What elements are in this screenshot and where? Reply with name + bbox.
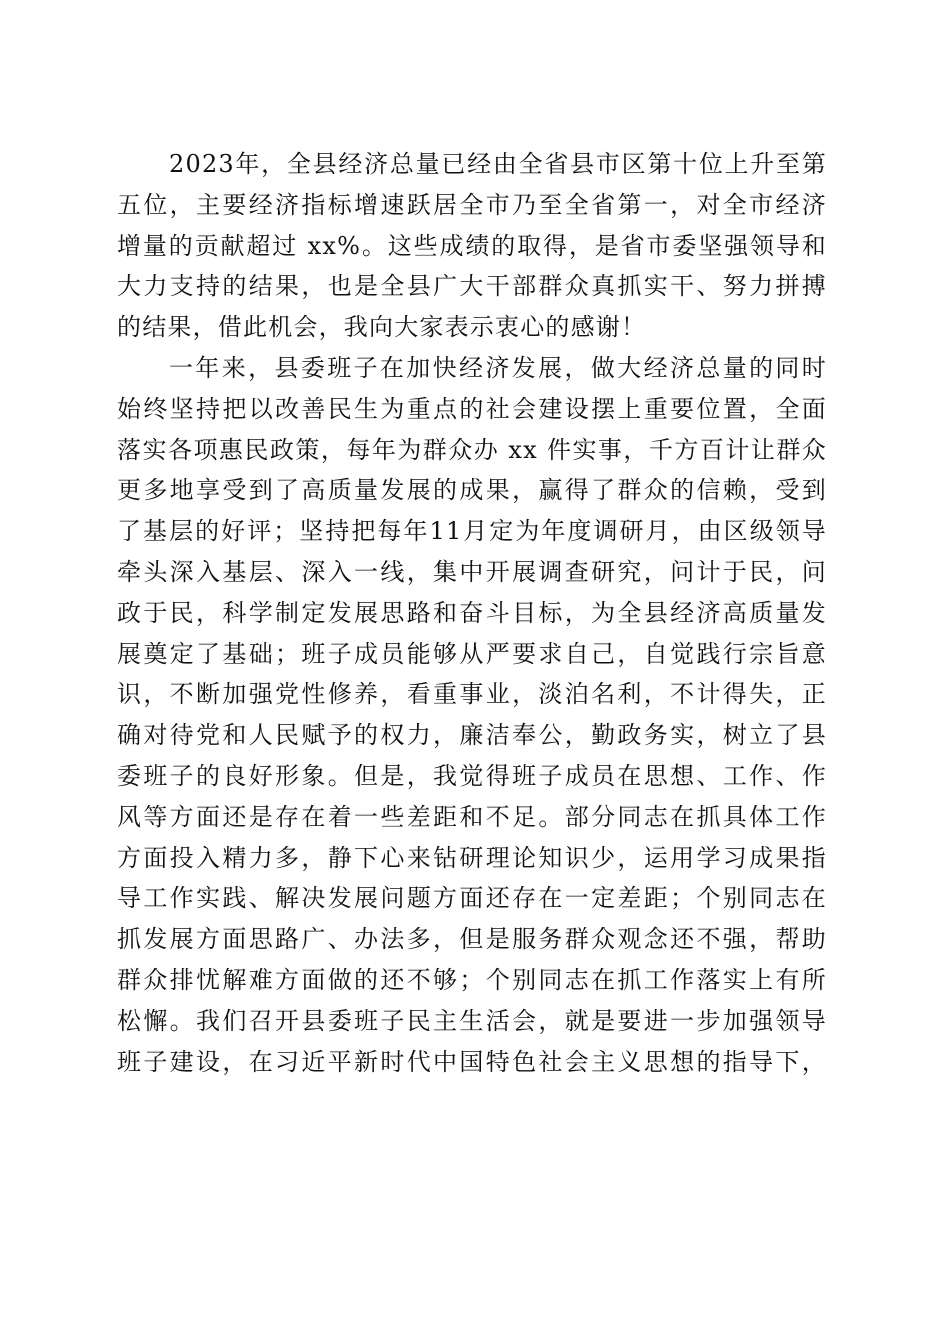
paragraph-2-line-12: 风等方面还是存在着一些差距和不足。部分同志在抓具体工作 [117,802,827,831]
paragraph-2-line-17: 松懈。我们召开县委班子民主生活会，就是要进一步加强领导 [117,1006,827,1035]
paragraph-2-line-15: 抓发展方面思路广、办法多，但是服务群众观念还不强，帮助 [117,925,827,954]
paragraph-2-line-7: 政于民，科学制定发展思路和奋斗目标，为全县经济高质量发 [117,598,827,627]
paragraph-2-line-18: 班子建设，在习近平新时代中国特色社会主义思想的指导下， [117,1047,827,1076]
paragraph-2-line-13: 方面投入精力多，静下心来钻研理论知识少，运用学习成果指 [117,843,827,872]
paragraph-2-line-9: 识，不断加强党性修养，看重事业，淡泊名利，不计得失，正 [117,680,827,709]
paragraph-1-line-3: 增量的贡献超过 xx%。这些成绩的取得，是省市委坚强领导和 [117,231,827,260]
paragraph-2-line-1: 一年来，县委班子在加快经济发展，做大经济总量的同时 [169,353,827,382]
paragraph-1-line-1: 2023年，全县经济总量已经由全省县市区第十位上升至第 [169,150,827,178]
paragraph-2-line-6: 牵头深入基层、深入一线，集中开展调查研究，问计于民，问 [117,557,827,586]
paragraph-1-line-2: 五位，主要经济指标增速跃居全市乃至全省第一，对全市经济 [117,190,827,219]
paragraph-2-line-11: 委班子的良好形象。但是，我觉得班子成员在思想、工作、作 [117,761,827,790]
paragraph-2-line-5: 了基层的好评；坚持把每年11月定为年度调研月，由区级领导 [117,517,827,546]
paragraph-2-line-16: 群众排忧解难方面做的还不够；个别同志在抓工作落实上有所 [117,965,827,994]
paragraph-1-line-5: 的结果，借此机会，我向大家表示衷心的感谢！ [117,313,647,342]
paragraph-2-line-3: 落实各项惠民政策，每年为群众办 xx 件实事，千方百计让群众 [117,435,827,464]
paragraph-2-line-10: 确对待党和人民赋予的权力，廉洁奉公，勤政务实，树立了县 [117,721,827,750]
paragraph-2-line-4: 更多地享受到了高质量发展的成果，赢得了群众的信赖，受到 [117,476,827,505]
paragraph-2-line-2: 始终坚持把以改善民生为重点的社会建设摆上重要位置，全面 [117,394,827,423]
paragraph-2-line-8: 展奠定了基础；班子成员能够从严要求自己，自觉践行宗旨意 [117,639,827,668]
paragraph-1-line-4: 大力支持的结果，也是全县广大干部群众真抓实干、努力拼搏 [117,272,827,301]
document-body [117,144,827,1082]
paragraph-2-line-14: 导工作实践、解决发展问题方面还存在一定差距；个别同志在 [117,884,827,913]
